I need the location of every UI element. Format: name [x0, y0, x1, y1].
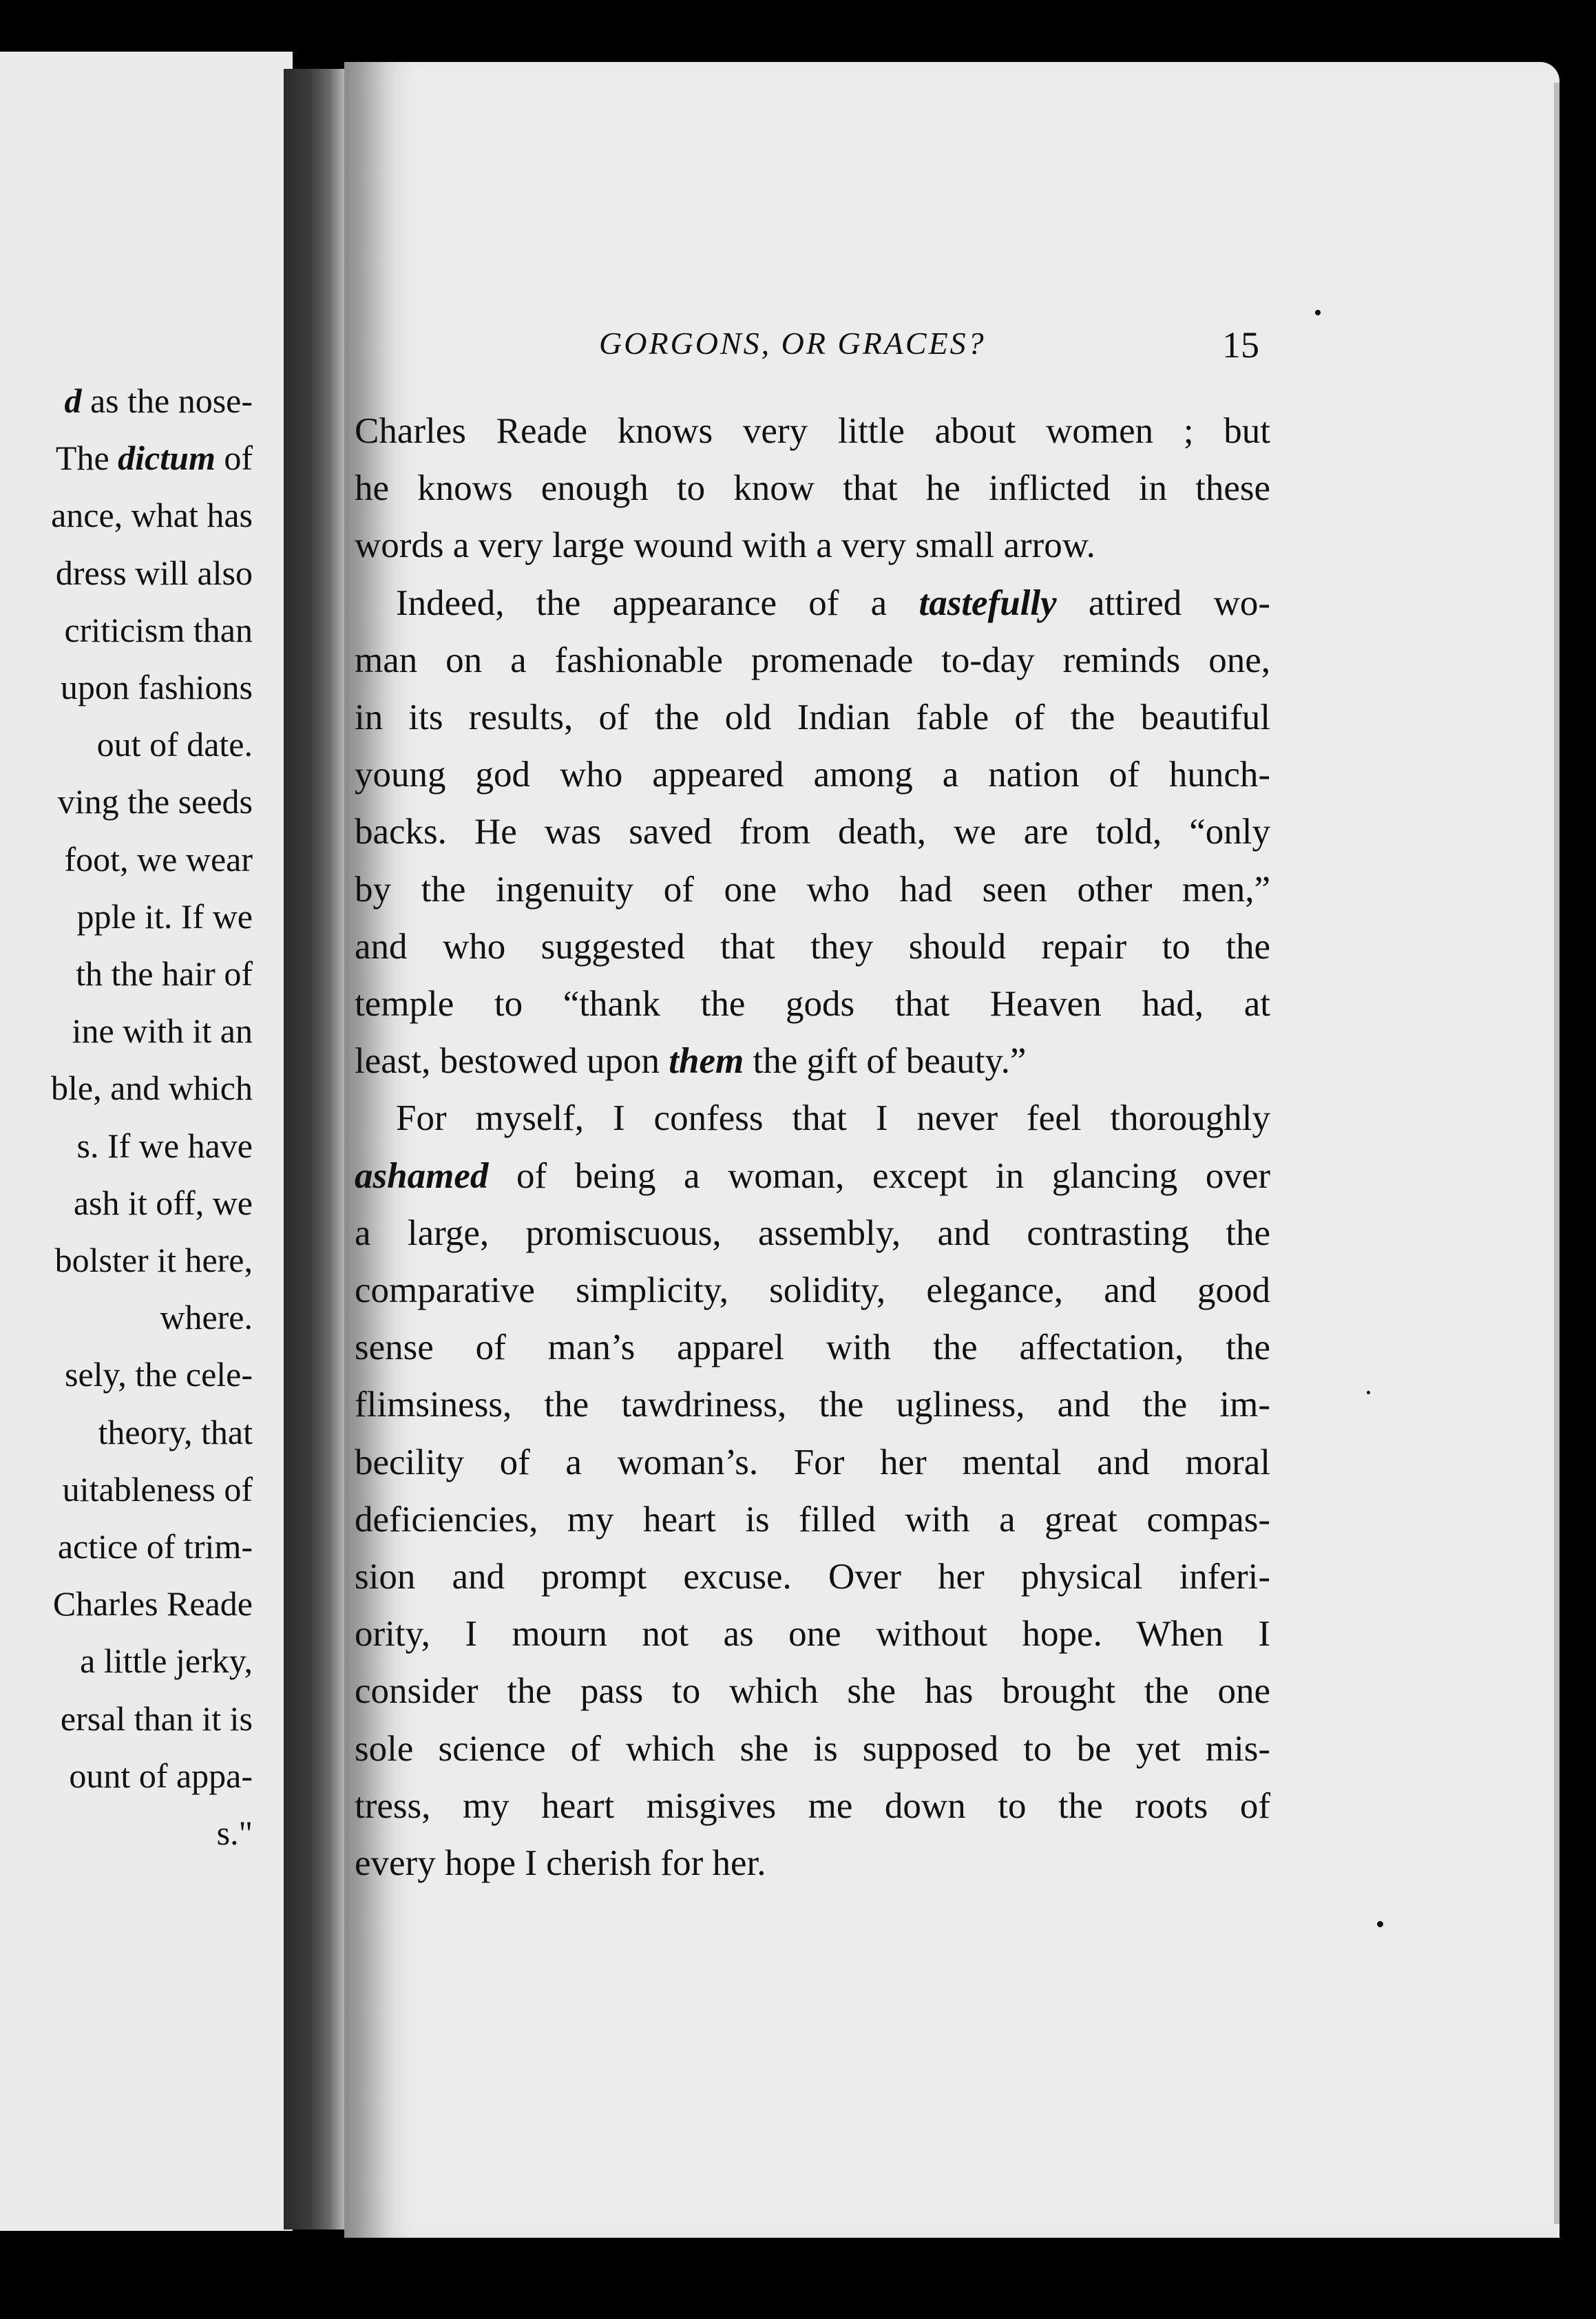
- body-line: tress, my heart misgives me down to the roots of: [355, 1785, 1270, 1826]
- body-line: temple to “thank the gods that Heaven had, at: [355, 984, 1270, 1024]
- previous-page-line: pple it. If we: [76, 896, 253, 936]
- previous-page-line: ance, what has: [51, 496, 253, 535]
- previous-page-line: s.": [216, 1814, 253, 1852]
- body-line: ashamed of being a woman, except in glancing over: [355, 1155, 1270, 1196]
- previous-page-line: The dictum of: [55, 439, 253, 478]
- previous-page-line: ine with it an: [72, 1011, 253, 1051]
- body-line: young god who appeared among a nation of hunch-: [355, 755, 1270, 795]
- body-line: becility of a woman’s. For her mental and moral: [355, 1442, 1270, 1482]
- previous-page-line: a little jerky,: [80, 1641, 253, 1681]
- previous-page-line: ble, and which: [51, 1069, 253, 1108]
- previous-page-line: ash it off, we: [73, 1183, 253, 1222]
- print-speck: [1315, 310, 1321, 315]
- body-line: and who suggested that they should repair to the: [355, 926, 1270, 967]
- body-line: a large, promiscuous, assembly, and contrasting the: [355, 1213, 1270, 1253]
- previous-page-line: bolster it here,: [54, 1241, 253, 1279]
- body-line: comparative simplicity, solidity, elegance, and good: [355, 1270, 1270, 1310]
- previous-page-line: th the hair of: [76, 954, 253, 993]
- body-line: man on a fashionable promenade to-day reminds one,: [355, 640, 1270, 680]
- previous-page-line: dress will also: [55, 553, 253, 592]
- previous-page-line: ount of appa-: [69, 1756, 253, 1795]
- page-number: 15: [1222, 324, 1259, 366]
- previous-page-line: sely, the cele-: [65, 1355, 253, 1394]
- previous-page-line: upon fashions: [60, 668, 253, 706]
- previous-page-line: criticism than: [64, 610, 253, 649]
- body-line: he knows enough to know that he inflicted in these: [355, 468, 1270, 509]
- body-line: sion and prompt excuse. Over her physical inferi-: [355, 1557, 1270, 1597]
- body-line: consider the pass to which she has brought the one: [355, 1671, 1270, 1712]
- body-line: Indeed, the appearance of a tastefully attired wo-: [396, 583, 1270, 623]
- print-speck: [1377, 1921, 1383, 1927]
- body-line: in its results, of the old Indian fable of the beautiful: [355, 697, 1270, 737]
- body-line: sense of man’s apparel with the affectation, the: [355, 1328, 1270, 1368]
- body-line: Charles Reade knows very little about women ; but: [355, 411, 1270, 451]
- previous-page-line: actice of trim-: [57, 1527, 253, 1566]
- previous-page-line: d as the nose-: [64, 381, 253, 420]
- body-line: by the ingenuity of one who had seen other men,”: [355, 869, 1270, 910]
- body-line: least, bestowed upon them the gift of beauty.”: [355, 1041, 1027, 1082]
- body-line: deficiencies, my heart is filled with a great compas-: [355, 1499, 1270, 1540]
- body-line: words a very large wound with a very small arrow.: [355, 525, 1095, 566]
- print-speck: [1367, 1391, 1370, 1394]
- previous-page-line: where.: [160, 1298, 253, 1337]
- body-line: sole science of which she is supposed to be yet mis-: [355, 1728, 1270, 1769]
- body-line: every hope I cherish for her.: [355, 1843, 766, 1883]
- running-head: GORGONS, OR GRACES?: [599, 326, 986, 361]
- previous-page-line: out of date.: [96, 725, 253, 764]
- body-line: flimsiness, the tawdriness, the ugliness, and the im-: [355, 1385, 1270, 1425]
- body-line: For myself, I confess that I never feel thoroughly: [396, 1098, 1270, 1139]
- previous-page-line: foot, we wear: [64, 839, 253, 879]
- previous-page-line: ersal than it is: [60, 1699, 253, 1738]
- previous-page-line: theory, that: [98, 1412, 253, 1451]
- body-line: backs. He was saved from death, we are told, “only: [355, 812, 1270, 852]
- body-line: ority, I mourn not as one without hope. When I: [355, 1614, 1270, 1655]
- previous-page-line: s. If we have: [76, 1126, 253, 1165]
- previous-page-line: uitableness of: [62, 1469, 253, 1509]
- previous-page-line: Charles Reade: [52, 1584, 253, 1624]
- previous-page-line: ving the seeds: [57, 782, 253, 821]
